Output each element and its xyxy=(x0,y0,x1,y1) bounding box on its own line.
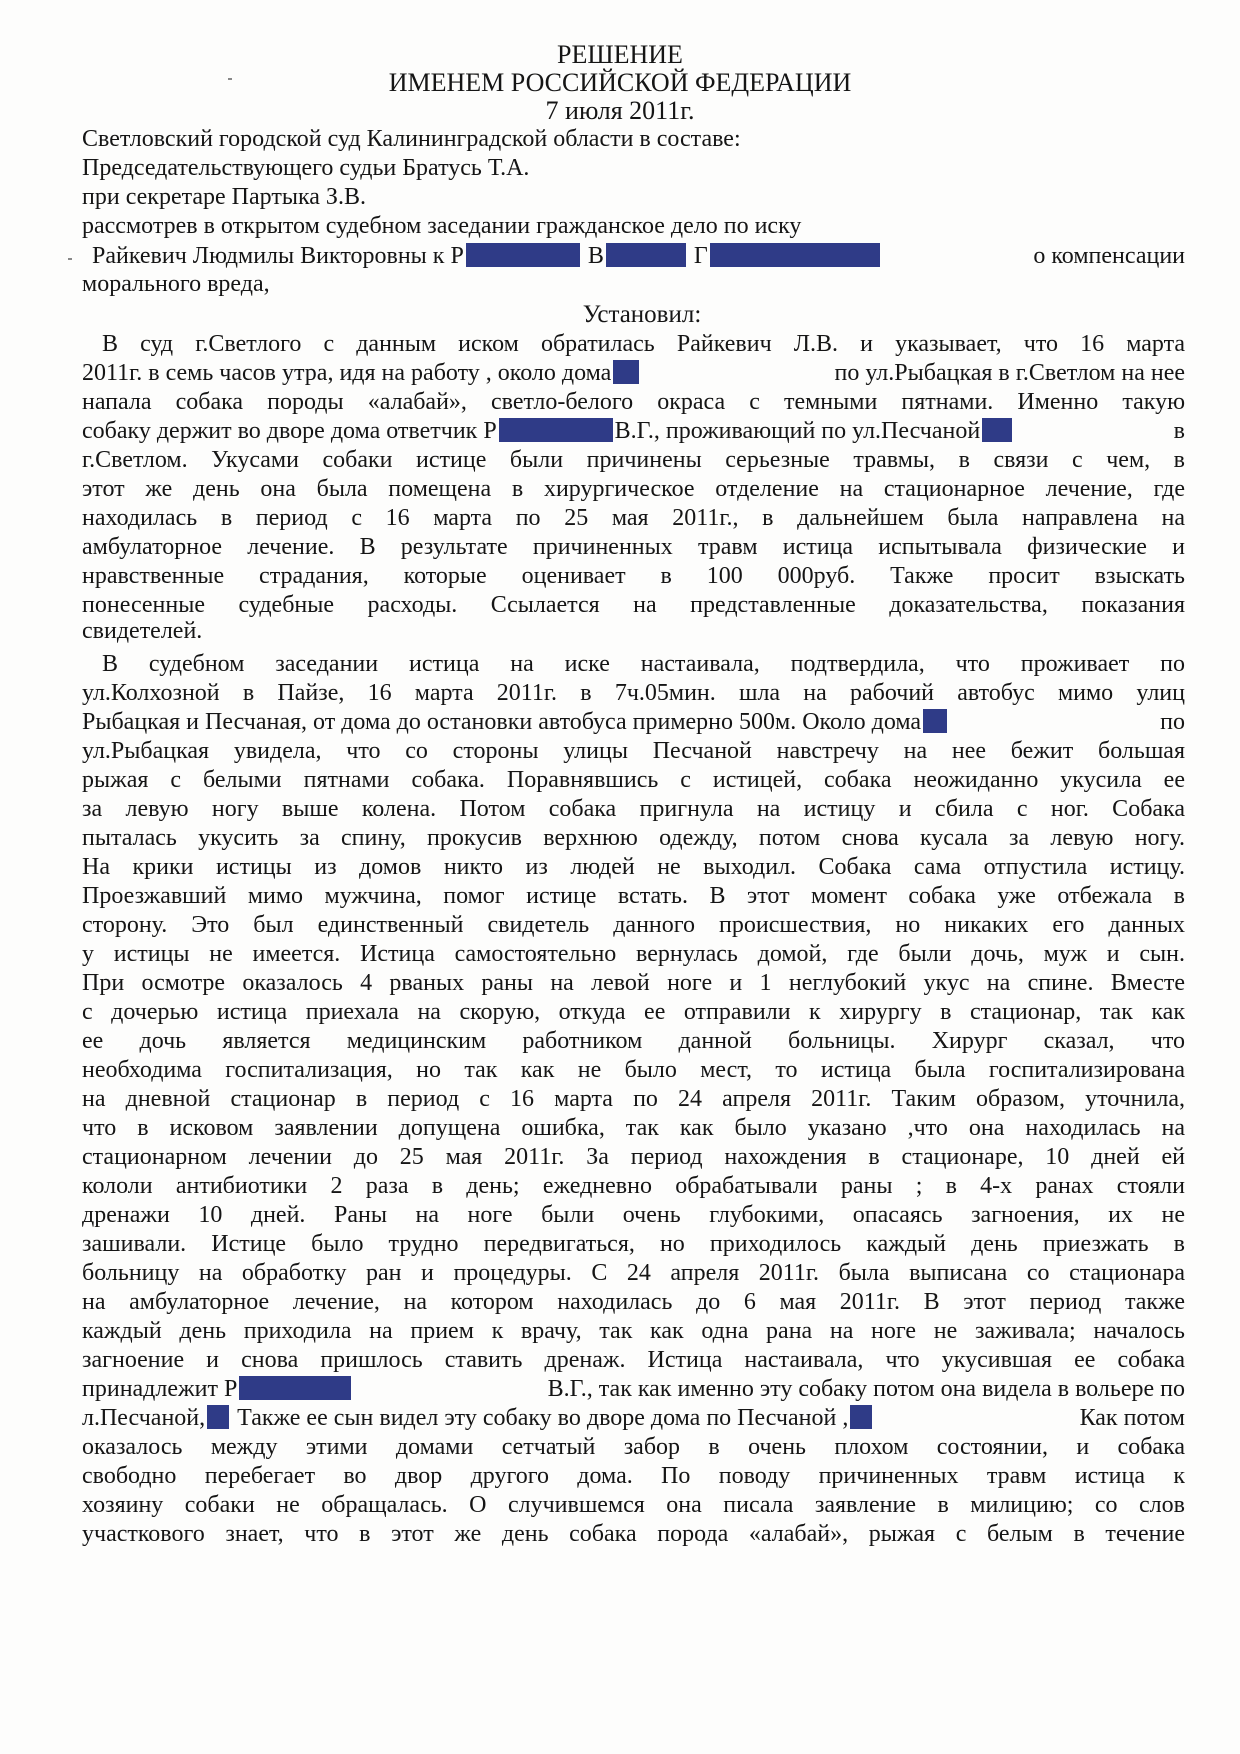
redaction xyxy=(207,1405,229,1429)
document-subtitle: ИМЕНЕМ РОССИЙСКОЙ ФЕДЕРАЦИИ xyxy=(388,68,852,97)
scan-speck xyxy=(228,78,232,80)
redaction xyxy=(923,709,947,733)
document-date: 7 июля 2011г. xyxy=(545,96,695,125)
secretary-line: при секретаре Партыка З.В. xyxy=(82,184,366,210)
plaintiff-line: Райкевич Людмилы Викторовны к Р В Г о компенсации xyxy=(92,243,1185,269)
redaction xyxy=(499,418,613,442)
case-line: рассмотрев в открытом судебном заседании гражданское дело по иску xyxy=(82,213,802,239)
redaction xyxy=(239,1376,351,1400)
scan-speck xyxy=(68,258,72,260)
court-line: Светловский городской суд Калининградской области в составе: xyxy=(82,126,741,152)
redaction xyxy=(466,243,580,267)
redaction xyxy=(613,360,639,384)
document-page: РЕШЕНИЕ ИМЕНЕМ РОССИЙСКОЙ ФЕДЕРАЦИИ 7 июля 2011г. Светловский городской суд Калининградской области в составе: Председательствующего судьи Братусь Т.А. при секретаре Партыка З.В. рассмотрев в открытом судебном заседании гражданское дело по иску Райкевич Людмилы Викторовны к Р В Г о компенсации морального вреда, Установил: В суд г.Светлого с данным иском обратилась Райкевич Л.В. и указывает, что 16 марта 2011г. в семь часов утра, идя на работу , около дома по ул.Рыбацкая в г.Светлом на нее напала собака породы «алабай», светло-белого окраса с темными пятнами. Именно такую собаку держит во дворе дома ответчик Р В.Г., проживающий по ул.Песчаной в г.Светлом. Укусами собаки истице были причинены серьезные травмы, в связи с чем, в этот же день она была помещена в хирургическое отделение на стационарное лечение, где находилась в период с 16 марта по 25 мая 2011г., в дальнейшем была направлена на амбулаторное лечение. В результате причиненных травм истица испытывала физические и нравственные страдания, которые оценивает в 100 000руб. Также просит взыскать понесенные судебные расходы. Ссылается на представленные доказательства, показания свидетелей. В судебном заседании истица на иске настаивала, подтвердила, что проживает по ул.Колхозной в Пайзе, 16 марта 2011г. в 7ч.05мин. шла на рабочий автобус мимо улиц Рыбацкая и Песчаная, от дома до остановки автобуса примерно 500м. Около дома по ул.Рыбацкая увидела, что со стороны улицы Песчаной навстречу на нее бежит большая рыжая с белыми пятнами собака. Поравнявшись с истицей, собака неожиданно укусила ее за левую ногу выше колена. Потом собака пригнула на истицу и сбила с ног. Собака пыталась укусить за спину, прокусив верхнюю одежду, потом снова кусала за левую ногу. На крики истицы из домов никто из людей не выходил. Собака сама отпустила истицу. Проезжавший мимо мужчина, помог истице встать. В этот момент собака уже отбежала в сторону. Это был единственный свидетель данного происшествия, но никаких его данных у истицы не имеется. Истица самостоятельно вернулась домой, где были дочь, муж и сын. При осмотре оказалось 4 рваных раны на левой ноге и 1 неглубокий укус на спине. Вместе с дочерью истица приехала на скорую, откуда ее отправили к хирургу в стационар, так как ее дочь является медицинским работником данной больницы. Хирург сказал, что необходима госпитализация, но так как не было мест, то истица была госпитализирована на дневной стационар в период с 16 марта по 24 апреля 2011г. Таким образом, уточнила, что в исковом заявлении допущена ошибка, так как было указано ,что она находилась на стационарном лечении до 25 мая 2011г. За период нахождения в стационаре, 10 дней ей кололи антибиотики 2 раза в день; ежедневно обрабатывали раны ; в 4-х ранах стояли дренажи 10 дней. Раны на ноге были очень глубокими, опасаясь загноения, их не зашивали. Истице было трудно передвигаться, но приходилось каждый день приезжать в больницу на обработку ран и процедуры. С 24 апреля 2011г. была выписана со стационара на амбулаторное лечение, на котором находилась до 6 мая 2011г. В этот период также каждый день приходила на прием к врачу, так как одна рана на ноге не заживала; началось загноение и снова пришлось ставить дренаж. Истица настаивала, что укусившая ее собака принадлежит Р В.Г., так как именно эту собаку потом она видела в вольере по л.Песчаной, Также ее сын видел эту собаку во дворе дома по Песчаной , Как потом оказалось между этими домами сетчатый забор в очень плохом состоянии, и собака свободно перебегает во двор другого дома. По поводу причиненных травм истица к хозяину собаки не обращалась. О случившемся она писала заявление в милицию; со слов участкового знает, что в этот же день собака порода «алабай», рыжая с белым в течение xyxy=(0,0,1240,1754)
judge-line: Председательствующего судьи Братусь Т.А. xyxy=(82,155,530,181)
redaction xyxy=(850,1405,872,1429)
document-title: РЕШЕНИЕ xyxy=(557,40,683,69)
established-heading: Установил: xyxy=(582,301,702,328)
redaction xyxy=(606,243,686,267)
redaction xyxy=(710,243,880,267)
redaction xyxy=(982,418,1012,442)
subject-line: морального вреда, xyxy=(82,271,270,297)
